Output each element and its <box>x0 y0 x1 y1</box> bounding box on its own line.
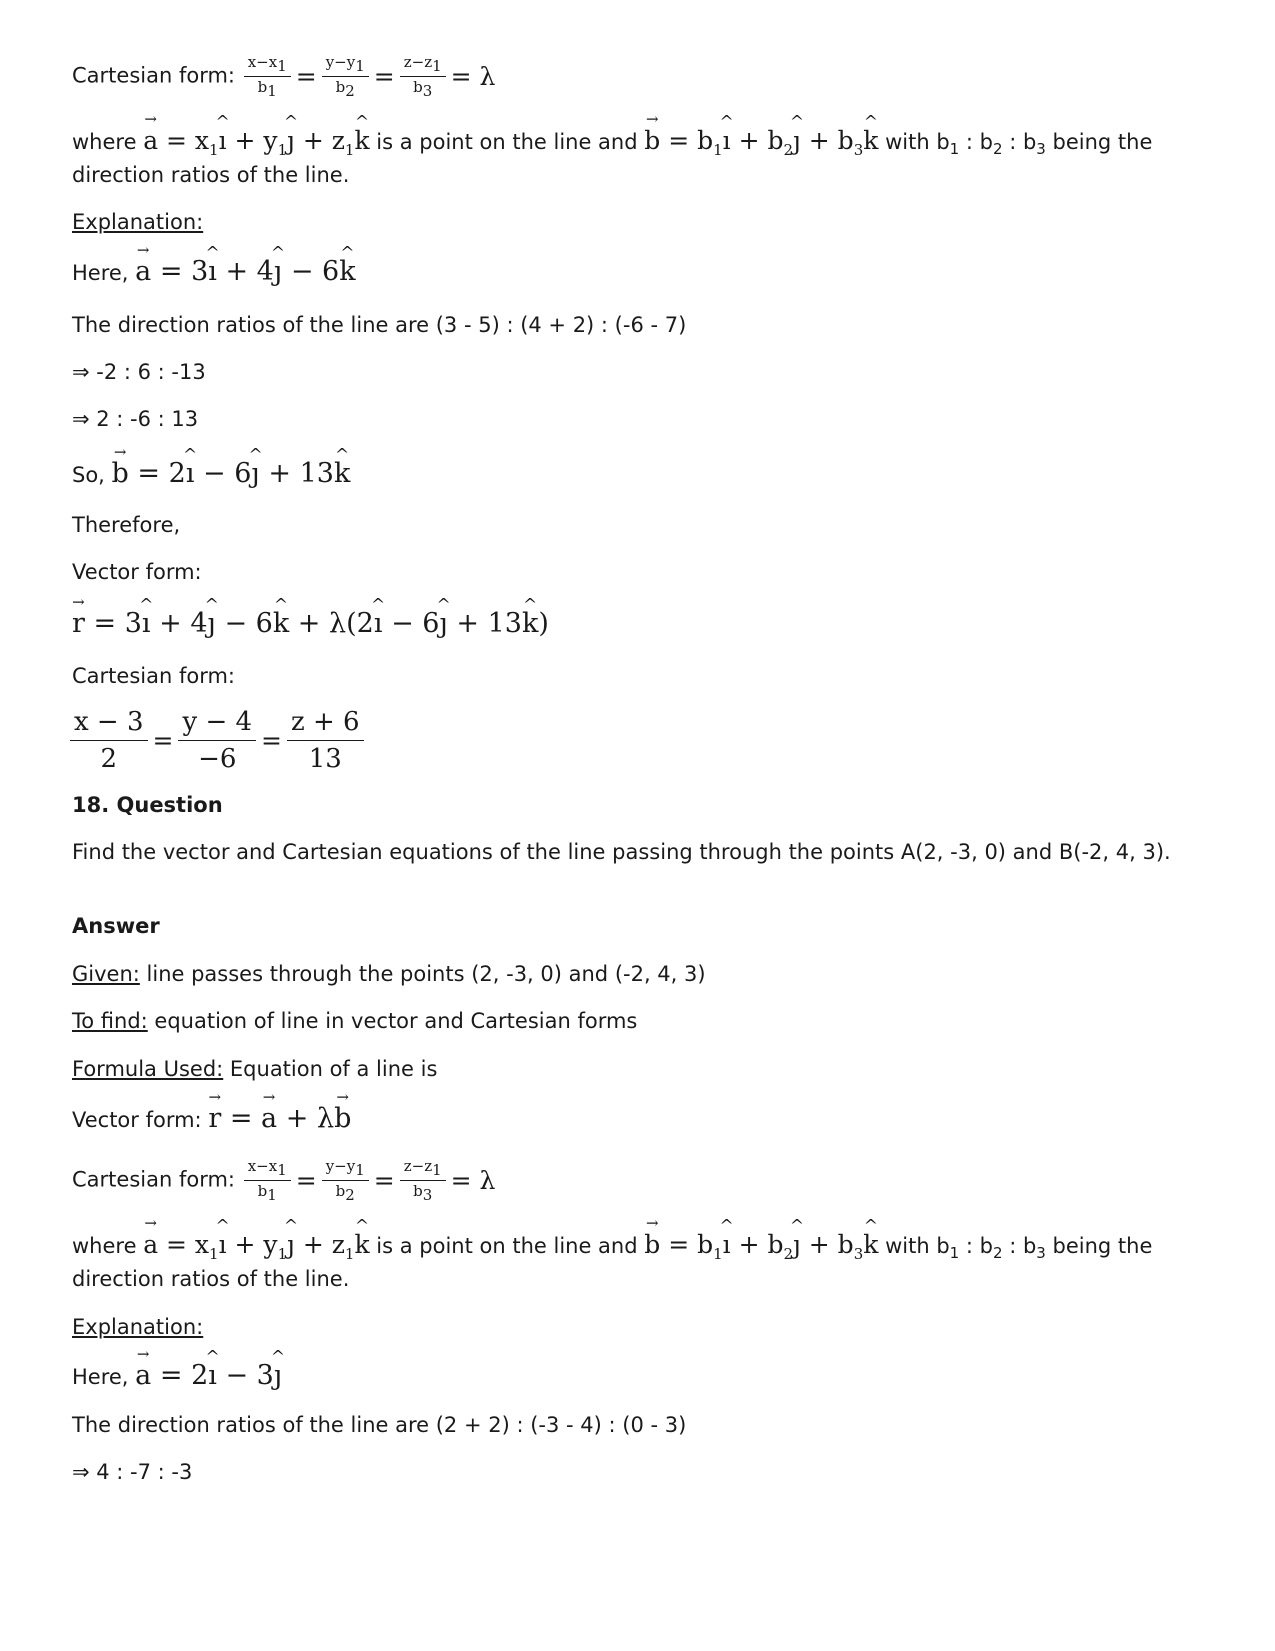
cartesian-form-label-3: Cartesian form: <box>72 1167 235 1192</box>
direction-ratios-text-bottom: direction ratios of the line. <box>72 1267 350 1291</box>
cartesian-form-label: Cartesian form: <box>72 63 235 88</box>
given-label: Given: <box>72 962 140 986</box>
fraction-y-2: $\frac{y-y_1}{b_2}$ <box>322 1156 369 1205</box>
b-vector-definition-2: → $b = b_1\^{}$ ı + $b_2\^{}$ ȷ + $b_3\^{}$ k <box>644 1230 878 1259</box>
fraction-z: $\frac{z-z_1}{b_3}$ <box>400 52 446 101</box>
direction-ratios-line-2: The direction ratios of the line are (2 + 2) : (-3 - 4) : (0 - 3) <box>72 1413 687 1437</box>
cartesian-form-formula-bottom: Cartesian form: $\frac{x-x_1}{b_1}$ = $\frac{y-y_1}{b_2}$ = $\frac{z-z_1}{b_3}$ = λ <box>72 1157 496 1204</box>
direction-ratios-line-1: The direction ratios of the line are (3 - 5) : (4 + 2) : (-6 - 7) <box>72 313 687 337</box>
is-a-point-text-2: is a point on the line and <box>376 1234 638 1258</box>
vector-form-equation <box>72 610 1185 639</box>
formula-used-label: Formula Used: <box>72 1057 224 1081</box>
vector-form-general: → r = → a + λ→ b <box>208 1103 351 1134</box>
question-18-heading: 18. Question <box>72 793 223 817</box>
to-find-label: To find: <box>72 1009 148 1033</box>
vector-form-formula <box>72 1105 1185 1134</box>
cartesian-equation: $\frac{x - 3}{2}$ = $\frac{y - 4}{-6}$ = $\frac{z + 6}{13}$ <box>68 704 1185 777</box>
r-vector-equation: → r = 3^ ı + 4^ ȷ − 6^ k + λ(2^ ı − 6^ ȷ + 13^ k) <box>72 608 549 639</box>
a-vector-equation: → a = 3^ ı + 4^ ȷ − 6^ k <box>135 256 355 287</box>
given-line <box>72 960 1185 988</box>
explanation-heading-top: Explanation: <box>72 210 204 234</box>
where-definition-bottom <box>72 1231 1185 1268</box>
where-text: where <box>72 130 137 154</box>
where-definition-top <box>72 127 1185 164</box>
here-text-2: Here, <box>72 1365 129 1389</box>
to-find-text: equation of line in vector and Cartesian forms <box>147 1009 638 1033</box>
where-text-2: where <box>72 1234 137 1258</box>
therefore-text: Therefore, <box>72 513 181 537</box>
b-vector-equation: → b = 2^ ı − 6^ ȷ + 13^ k <box>112 458 351 489</box>
fraction-y: $\frac{y-y_1}{b_2}$ <box>322 52 369 101</box>
here-a-vector-bottom <box>72 1362 1185 1391</box>
direction-ratios-text-top: direction ratios of the line. <box>72 163 350 187</box>
a-vector-equation-2: → a = 2^ ı − 3^ ȷ <box>135 1360 282 1391</box>
cartesian-form-formula-top: Cartesian form: $\frac{x-x_1}{b_1}$ = $\frac{y-y_1}{b_2}$ = $\frac{z-z_1}{b_3}$ = λ <box>72 53 496 100</box>
cart-fraction-x: $\frac{x - 3}{2}$ <box>70 704 148 777</box>
b-vector-definition: → $b = b_1\^{}$ ı + $b_2\^{}$ ȷ + $b_3\^{}$ k <box>644 126 878 155</box>
question-18-text: Find the vector and Cartesian equations of the line passing through the points A(2, -3, 0) and B(-2, 4, 3). <box>72 840 1171 864</box>
cart-fraction-z: $\frac{z + 6}{13}$ <box>287 704 364 777</box>
given-text: line passes through the points (2, -3, 0) and (-2, 4, 3) <box>139 962 706 986</box>
cart-fraction-y: $\frac{y - 4}{-6}$ <box>178 704 256 777</box>
vector-form-label-2: Vector form: <box>72 1108 202 1132</box>
formula-used-text: Equation of a line is <box>223 1057 438 1081</box>
vector-form-label: Vector form: <box>72 560 202 584</box>
ratio-step-2: ⇒ 2 : -6 : 13 <box>72 407 199 431</box>
fraction-x-2: $\frac{x-x_1}{b_1}$ <box>244 1156 291 1205</box>
here-text: Here, <box>72 261 129 285</box>
explanation-heading-bottom: Explanation: <box>72 1315 204 1339</box>
answer-heading: Answer <box>72 914 160 938</box>
fraction-z-2: $\frac{z-z_1}{b_3}$ <box>400 1156 446 1205</box>
fraction-x: $\frac{x-x_1}{b_1}$ <box>244 52 291 101</box>
ratio-step-3: ⇒ 4 : -7 : -3 <box>72 1460 193 1484</box>
to-find-line <box>72 1007 1185 1035</box>
cartesian-form-label-2: Cartesian form: <box>72 664 235 688</box>
is-a-point-text: is a point on the line and <box>376 130 638 154</box>
ratio-text-2: with $b_1$ : $b_2$ : $b_3$ being the <box>885 1234 1153 1263</box>
here-a-vector-top <box>72 258 1185 287</box>
so-b-vector <box>72 460 1185 489</box>
so-text: So, <box>72 463 105 487</box>
ratio-text: with $b_1$ : $b_2$ : $b_3$ being the <box>885 130 1153 159</box>
a-vector-definition-2: → $a = x_1\^{}$ ı + $y_1\^{}$ ȷ + $z_1\^{}$ k <box>143 1230 369 1259</box>
ratio-step-1: ⇒ -2 : 6 : -13 <box>72 360 206 384</box>
a-vector-definition: → $a = x_1\^{}$ ı + $y_1\^{}$ ȷ + $z_1\^{}$ k <box>143 126 369 155</box>
formula-used-line <box>72 1055 1185 1083</box>
